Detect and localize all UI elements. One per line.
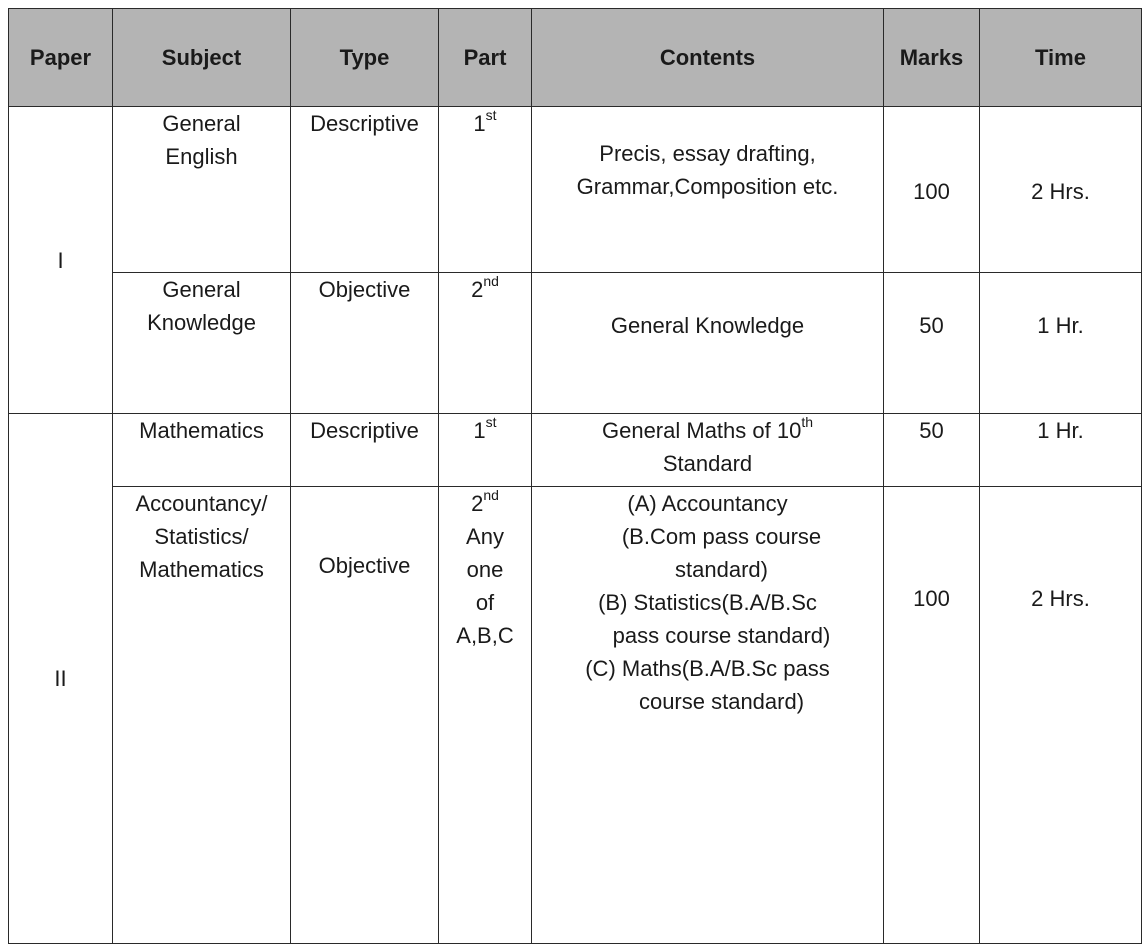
- table-row: [9, 273, 1142, 414]
- part-line: of: [475, 590, 495, 615]
- marks-cell: 100: [884, 487, 980, 944]
- header-marks: Marks: [884, 9, 980, 107]
- subject-line: English: [165, 144, 238, 169]
- contents-ordinal: th: [801, 413, 814, 430]
- subject-cell: [113, 273, 291, 414]
- part-line: [443, 487, 527, 520]
- paper-number: I: [9, 107, 113, 414]
- subject-line: Mathematics: [139, 557, 264, 582]
- part-line: A,B,C: [456, 623, 514, 648]
- subject-line: Knowledge: [147, 310, 256, 335]
- subject-line: General: [162, 277, 241, 302]
- header-row: [9, 9, 1142, 107]
- part-number: 1: [473, 418, 486, 443]
- type-cell: Descriptive: [291, 107, 439, 273]
- part-ordinal: nd: [483, 272, 499, 289]
- time-cell: 2 Hrs.: [980, 107, 1142, 273]
- contents-line: Standard: [662, 451, 753, 476]
- contents-line: (A) Accountancy: [627, 491, 788, 516]
- contents-cell: [532, 273, 884, 414]
- part-number: 2: [471, 491, 484, 516]
- header-time: Time: [980, 9, 1142, 107]
- part-cell: [439, 487, 532, 944]
- subject-cell: [113, 414, 291, 487]
- marks-cell: 50: [884, 273, 980, 414]
- subject-line: Mathematics: [139, 418, 264, 443]
- header-subject: Subject: [113, 9, 291, 107]
- time-cell: 1 Hr.: [980, 273, 1142, 414]
- part-ordinal: st: [485, 106, 497, 123]
- header-paper: Paper: [9, 9, 113, 107]
- subject-line: Statistics/: [154, 524, 249, 549]
- contents-cell: [532, 487, 884, 944]
- contents-line: (B) Statistics(B.A/B.Sc: [598, 590, 817, 615]
- header-contents: Contents: [532, 9, 884, 107]
- part-number: 2: [471, 277, 484, 302]
- subject-cell: [113, 487, 291, 944]
- part-ordinal: st: [485, 413, 497, 430]
- contents-line: pass course standard): [612, 623, 831, 648]
- part-line: one: [466, 557, 504, 582]
- contents-line: (C) Maths(B.A/B.Sc pass: [585, 656, 830, 681]
- header-part: Part: [439, 9, 532, 107]
- contents-cell: [532, 414, 884, 487]
- marks-cell: 100: [884, 107, 980, 273]
- table-row: [9, 414, 1142, 487]
- part-cell: [439, 107, 532, 273]
- contents-text: General Maths of 10: [601, 418, 802, 443]
- subject-line: Accountancy/: [135, 491, 268, 516]
- contents-cell: [532, 107, 884, 273]
- subject-line: General: [162, 111, 241, 136]
- part-cell: [439, 273, 532, 414]
- subject-cell: [113, 107, 291, 273]
- contents-line: [536, 414, 879, 447]
- contents-line: Grammar,Composition etc.: [576, 174, 839, 199]
- time-cell: 2 Hrs.: [980, 487, 1142, 944]
- marks-cell: 50: [884, 414, 980, 487]
- time-cell: 1 Hr.: [980, 414, 1142, 487]
- contents-line: course standard): [638, 689, 805, 714]
- part-ordinal: nd: [483, 486, 499, 503]
- part-cell: [439, 414, 532, 487]
- contents-line: Precis, essay drafting,: [599, 141, 816, 166]
- part-line: Any: [466, 524, 504, 549]
- paper-number: II: [9, 414, 113, 944]
- contents-line: (B.Com pass course: [621, 524, 822, 549]
- part-number: 1: [473, 111, 486, 136]
- type-cell: Descriptive: [291, 414, 439, 487]
- syllabus-table: [8, 8, 1142, 944]
- type-cell: Objective: [291, 273, 439, 414]
- contents-line: General Knowledge: [610, 313, 805, 338]
- table-row: [9, 487, 1142, 944]
- contents-line: standard): [675, 557, 768, 582]
- type-cell: Objective: [291, 487, 439, 944]
- table-row: [9, 107, 1142, 273]
- header-type: Type: [291, 9, 439, 107]
